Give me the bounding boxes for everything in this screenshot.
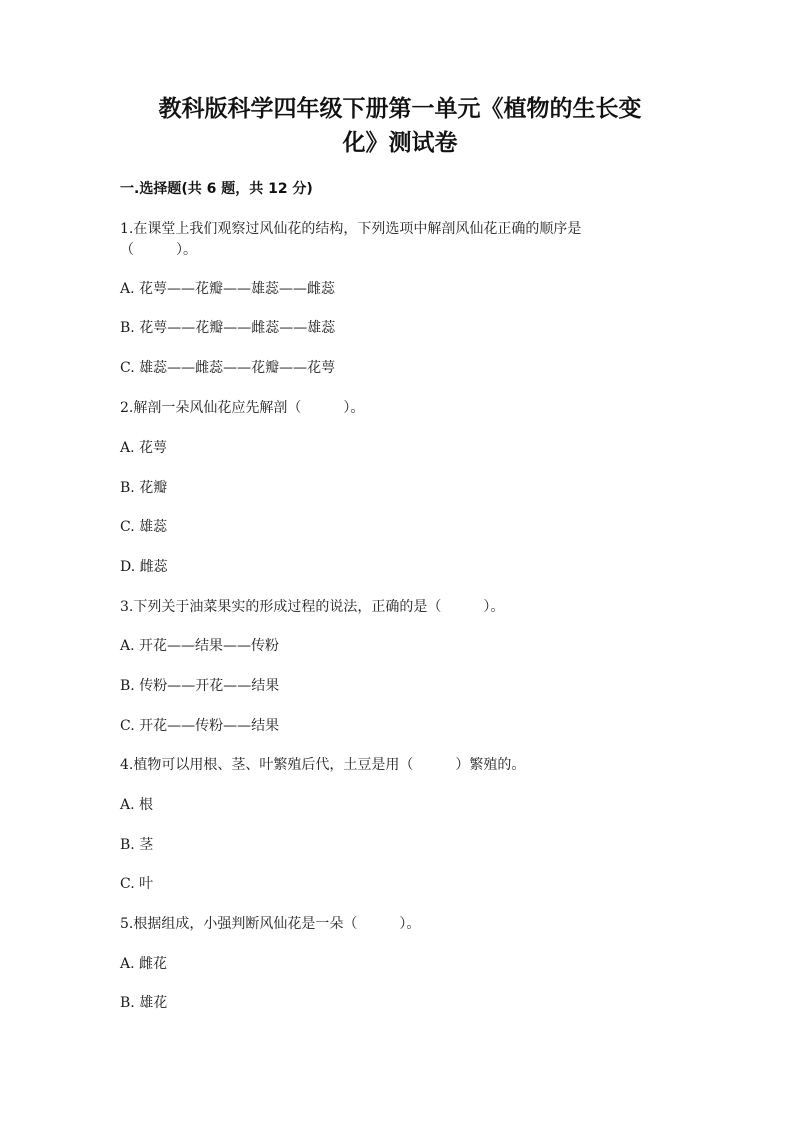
- question-2-option-a: A. 花萼: [120, 440, 168, 456]
- title-line-1: 教科版科学四年级下册第一单元《植物的生长变: [158, 96, 642, 122]
- question-3-option-a: A. 开花——结果——传粉: [120, 638, 280, 654]
- title-line-2: 化》测试卷: [342, 130, 458, 156]
- page-title: [120, 92, 680, 160]
- question-1-stem-line-2: （ ）。: [120, 242, 197, 258]
- question-2-option-c: C. 雄蕊: [120, 519, 168, 535]
- question-2-stem: 2.解剖一朵风仙花应先解剖（ ）。: [120, 400, 365, 416]
- question-1-option-b: B. 花萼——花瓣——雌蕊——雄蕊: [120, 320, 336, 336]
- question-5-option-b: B. 雄花: [120, 995, 168, 1011]
- question-2-option-b: B. 花瓣: [120, 480, 168, 496]
- question-5-option-a: A. 雌花: [120, 956, 168, 972]
- section-heading: 一.选择题(共 6 题，共 12 分): [120, 181, 313, 197]
- question-4-stem: 4.植物可以用根、茎、叶繁殖后代，土豆是用（ ）繁殖的。: [120, 757, 526, 773]
- question-1-stem-line-1: 1.在课堂上我们观察过风仙花的结构，下列选项中解剖风仙花正确的顺序是: [120, 221, 582, 237]
- question-3-stem: 3.下列关于油菜果实的形成过程的说法，正确的是（ ）。: [120, 599, 505, 615]
- question-3-option-b: B. 传粉——开花——结果: [120, 678, 280, 694]
- question-1-option-c: C. 雄蕊——雌蕊——花瓣——花萼: [120, 360, 336, 376]
- question-1-option-a: A. 花萼——花瓣——雄蕊——雌蕊: [120, 281, 336, 297]
- question-4-option-a: A. 根: [120, 797, 154, 813]
- question-4-option-b: B. 茎: [120, 837, 154, 853]
- question-3-option-c: C. 开花——传粉——结果: [120, 718, 280, 734]
- question-2-option-d: D. 雌蕊: [120, 559, 168, 575]
- question-4-option-c: C. 叶: [120, 876, 154, 892]
- question-5-stem: 5.根据组成，小强判断风仙花是一朵（ ）。: [120, 916, 421, 932]
